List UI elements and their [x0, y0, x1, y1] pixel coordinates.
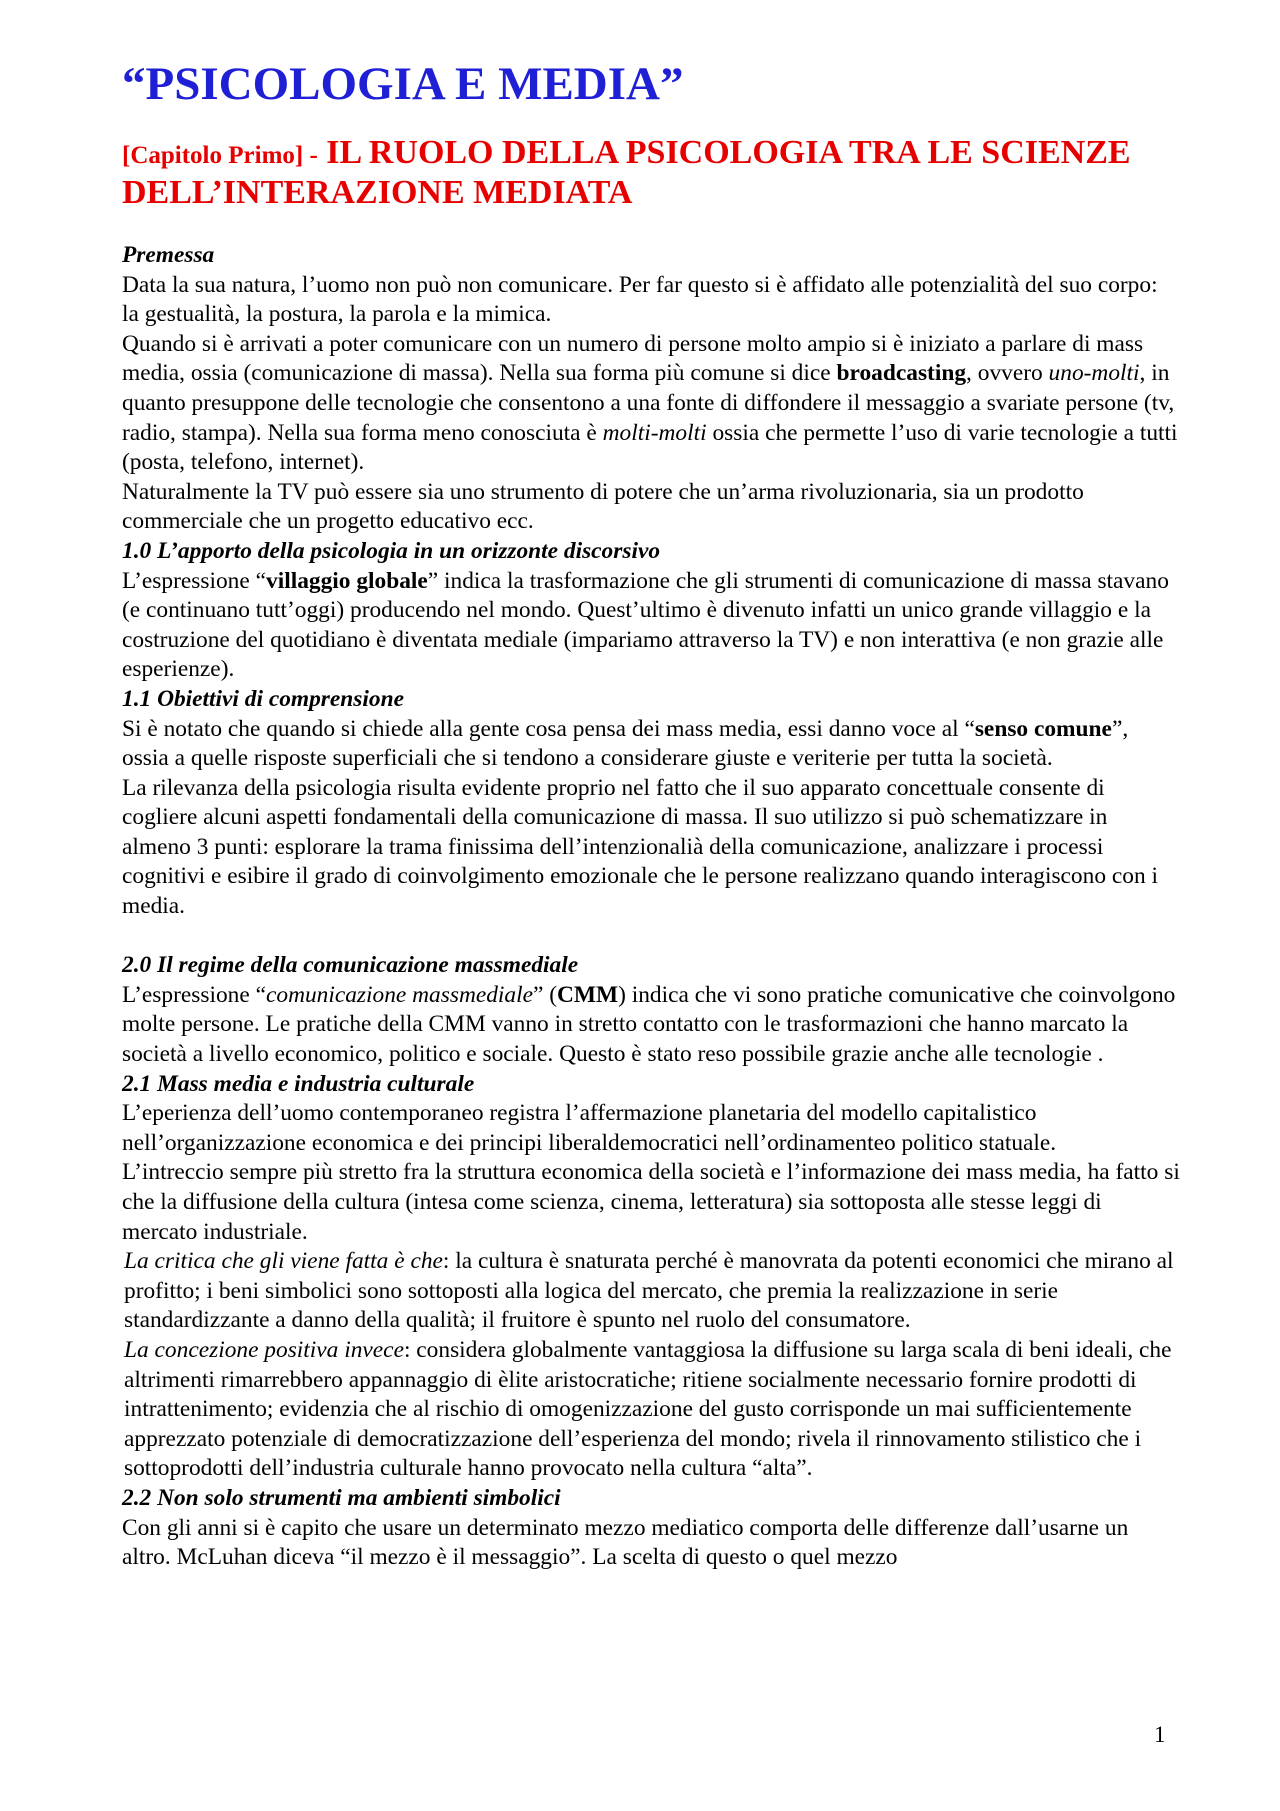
term-comunicazione-massmediale: comunicazione massmediale	[266, 981, 533, 1008]
paragraph: L’eperienza dell’uomo contemporaneo registra l’affermazione planetaria del modello capitalistico nell’organizzazione economica e dei principi liberaldemocratici nell’ordinamenteo politico statuale.	[122, 1100, 1057, 1156]
document-content	[122, 56, 1180, 1573]
paragraph: L’espressione “villaggio globale” indica la trasformazione che gli strumenti di comunicazione di massa stavano (e continuano tutt’oggi) producendo nel mondo. Quest’ultimo è divenuto infatti un unico grande villaggio e la costruzione del quotidiano è diventata mediale (impariamo attraverso la TV) e non interattiva (e non grazie alle esperienze).	[122, 567, 1169, 683]
blank-line	[122, 922, 1180, 952]
paragraph: Si è notato che quando si chiede alla gente cosa pensa dei mass media, essi danno voce al “senso comune”, ossia a quelle risposte superficiali che si tendono a considerare giuste e veriterie per tutta la società.	[122, 715, 1129, 772]
term-molti-molti: molti-molti	[602, 419, 707, 446]
lead-concezione-positiva: La concezione positiva invece	[124, 1336, 404, 1363]
paragraph: L’intreccio sempre più stretto fra la struttura economica della società e l’informazione dei mass media, ha fatto si che la diffusione della cultura (intesa come scienza, cinema, letteratura) sia sottoposta alle stesse leggi di mercato industriale.	[122, 1159, 1180, 1245]
section-heading-2-2: 2.2 Non solo strumenti ma ambienti simbolici	[122, 1484, 561, 1511]
paragraph: La critica che gli viene fatta è che: la cultura è snaturata perché è manovrata da potenti economici che mirano al profitto; i beni simbolici sono sottoposti alla logica del mercato, che premia la realizzazione in serie standardizzante a danno della qualità; il fruitore è spunto nel ruolo del consumatore.	[124, 1248, 1174, 1334]
paragraph: Con gli anni si è capito che usare un determinato mezzo mediatico comporta delle differenze dall’usarne un altro. McLuhan diceva “il mezzo è il messaggio”. La scelta di questo o quel mezzo	[122, 1514, 1129, 1571]
chapter-prefix: [Capitolo Primo] -	[122, 142, 318, 169]
lead-critica: La critica che gli viene fatta è che	[124, 1248, 443, 1275]
term-villaggio-globale: villaggio globale	[266, 567, 428, 594]
paragraph: Quando si è arrivati a poter comunicare con un numero di persone molto ampio si è iniziato a parlare di mass media, ossia (comunicazione di massa). Nella sua forma più comune si dice broadcasting, ovvero uno-molti, in quanto presuppone delle tecnologie che consentono a una fonte di diffondere il messaggio a svariate persone (tv, radio, stampa). Nella sua forma meno conosciuta è molti-molti ossia che permette l’uso di varie tecnologie a tutti (posta, telefono, internet).	[122, 330, 1178, 476]
paragraph: Data la sua natura, l’uomo non può non comunicare. Per far questo si è affidato alle potenzialità del suo corpo: la gestualità, la postura, la parola e la mimica.	[122, 271, 1158, 328]
chapter-title: IL RUOLO DELLA PSICOLOGIA TRA LE SCIENZE DELL’INTERAZIONE MEDIATA	[122, 134, 1131, 211]
paragraph: La concezione positiva invece: considera globalmente vantaggiosa la diffusione su larga scala di beni ideali, che altrimenti rimarrebbero appannaggio di èlite aristocratiche; ritiene socialmente necessario fornire prodotti di intrattenimento; evidenzia che al rischio di omogenizzazione del gusto corrisponde un mai sufficientemente apprezzato potenziale di democratizzazione dell’esperienza del mondo; rivela il rinnovamento stilistico che i sottoprodotti dell’industria culturale hanno provocato nella cultura “alta”.	[124, 1336, 1172, 1482]
document-body	[122, 241, 1180, 1573]
page-number: 1	[1154, 1722, 1166, 1747]
section-heading-1-1: 1.1 Obiettivi di comprensione	[122, 685, 404, 712]
section-heading-2-1: 2.1 Mass media e industria culturale	[122, 1070, 475, 1097]
term-senso-comune: senso comune	[974, 715, 1112, 742]
paragraph: L’espressione “comunicazione massmediale” (CMM) indica che vi sono pratiche comunicative che coinvolgono molte persone. Le pratiche della CMM vanno in stretto contatto con le trasformazioni che hanno marcato la società a livello economico, politico e sociale. Questo è stato reso possibile grazie anche alle tecnologie .	[122, 981, 1176, 1068]
section-heading-2-0: 2.0 Il regime della comunicazione massmediale	[122, 952, 579, 979]
chapter-heading	[122, 134, 1180, 211]
term-uno-molti: uno-molti	[1048, 360, 1140, 387]
section-heading-1-0: 1.0 L’apporto della psicologia in un orizzonte discorsivo	[122, 537, 661, 564]
paragraph: Naturalmente la TV può essere sia uno strumento di potere che un’arma rivoluzionaria, sia un prodotto commerciale che un progetto educativo ecc.	[122, 478, 1084, 535]
term-broadcasting: broadcasting	[836, 360, 967, 387]
paragraph: La rilevanza della psicologia risulta evidente proprio nel fatto che il suo apparato concettuale consente di cogliere alcuni aspetti fondamentali della comunicazione di massa. Il suo utilizzo si può schematizzare in almeno 3 punti: esplorare la trama finissima dell’intenzionalià della comunicazione, analizzare i processi cognitivi e esibire il grado di coinvolgimento emozionale che le persone realizzano quando interagiscono con i media.	[122, 774, 1158, 920]
term-cmm: CMM	[557, 981, 619, 1008]
section-heading-premessa: Premessa	[122, 242, 215, 268]
document-title: “PSICOLOGIA E MEDIA”	[122, 58, 684, 110]
